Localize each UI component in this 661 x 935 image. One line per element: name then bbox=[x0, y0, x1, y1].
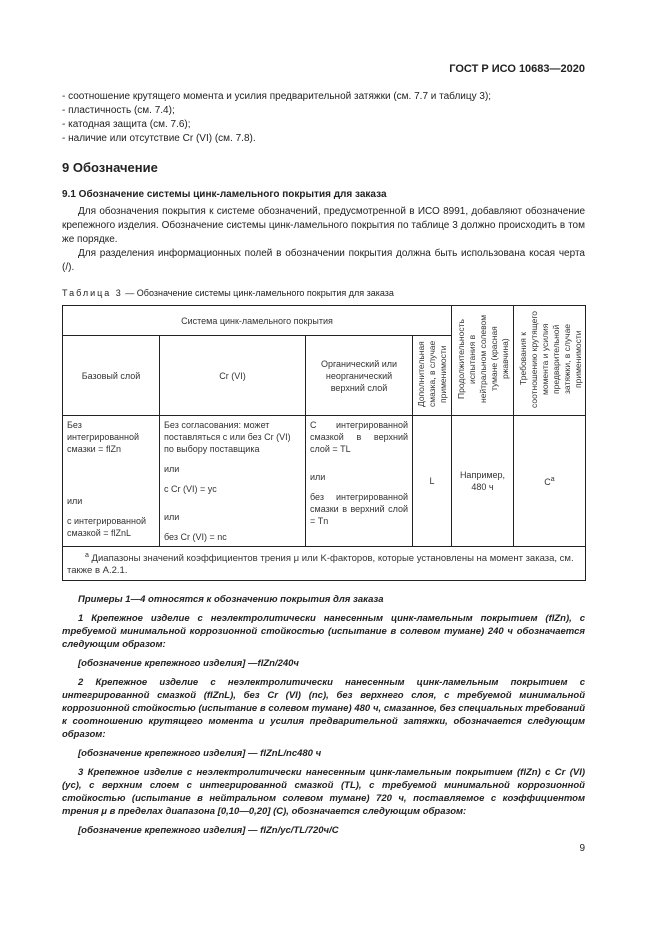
table-caption-prefix: Таблица 3 bbox=[62, 288, 123, 298]
paragraph: Для разделения информационных полей в обозначении покрытия должна быть использована косая черта (/). bbox=[62, 248, 585, 273]
document-id-header: ГОСТ Р ИСО 10683—2020 bbox=[449, 63, 585, 75]
cell-torque-requirements: $C^a$ bbox=[514, 416, 586, 547]
section-title: 9 Обозначение bbox=[62, 160, 158, 175]
subsection-title: 9.1 Обозначение системы цинк-ламельного покрытия для заказа bbox=[62, 189, 387, 200]
header-lubricant: Дополнительная смазка, в случае применимости bbox=[413, 336, 452, 416]
header-top-layer: Органический или неорганический верхний слой bbox=[306, 336, 413, 416]
list-item: - наличие или отсутствие Cr (VI) (см. 7.8). bbox=[62, 133, 256, 144]
page-number: 9 bbox=[579, 843, 585, 855]
examples-block bbox=[62, 593, 585, 837]
table-caption-text: — Обозначение системы цинк-ламельного покрытия для заказа bbox=[122, 288, 394, 298]
header-base-layer: Базовый слой bbox=[63, 336, 160, 416]
cell-test-duration: Например, 480 ч bbox=[452, 416, 514, 547]
requirements-list bbox=[62, 90, 585, 146]
header-torque-requirements: Требования к соотношению крутящего момента и усилия предварительной затяжки, в случае применимости bbox=[514, 306, 586, 416]
group-header: Система цинк-ламельного покрытия bbox=[63, 306, 452, 336]
list-item: - соотношение крутящего момента и усилия предварительной затяжки (см. 7.7 и таблицу 3); bbox=[62, 91, 492, 102]
table-footnote: $^a$ Диапазоны значений коэффициентов трения μ или K-факторов, которые установлены на момент заказа, см. также в А.2.1. bbox=[63, 547, 586, 581]
cell-lubricant: L bbox=[413, 416, 452, 547]
cell-top-layer: С интегрированной смазкой в верхний слой = TL или без интегрированной смазки в верхний слой = Tn bbox=[306, 416, 413, 547]
header-cr-vi: Cr (VI) bbox=[160, 336, 306, 416]
example-text: 2 Крепежное изделие с неэлектролитически нанесенным цинк-ламельным покрытием с интегрированной смазкой (flZnL), без Cr (VI) (nc), без верхнего слоя, с требуемой минимальной коррозионной стойкостью (испытание в солевом тумане) 480 ч, смазанное, без специальных требований к соотношению крутящего момента и усилия предварительной затяжки, обозначается следующим образом: bbox=[62, 677, 585, 741]
paragraph: Для обозначения покрытия к системе обозначений, предусмотренной в ИСО 8991, добавляют обозначение крепежного изделия. Обозначение системы цинк-ламельного покрытия по таблице 3 должно происходить в том же порядке. bbox=[62, 206, 585, 245]
examples-intro: Примеры 1—4 относятся к обозначению покрытия для заказа bbox=[78, 594, 384, 606]
example-text: 3 Крепежное изделие с неэлектролитически нанесенным цинк-ламельным покрытием (flZn) с Cr (VI) (yc), с верхним слоем с интегрированной смазкой (TL), с требуемой минимальной коррозионной стойкостью (испытание в нейтральном солевом тумане) 720 ч, поставляемое с коэффициентом трения μ в пределах диапазона [0,10—0,20] (C), обозначается следующим образом: bbox=[62, 767, 585, 818]
example-designation: [обозначение крепежного изделия] —flZn/240ч bbox=[78, 658, 299, 670]
example-designation: [обозначение крепежного изделия] — flZn/yc/TL/720ч/C bbox=[78, 825, 339, 837]
example-text: 1 Крепежное изделие с неэлектролитически нанесенным цинк-ламельным покрытием (flZn), с требуемой минимальной коррозионной стойкостью (испытание в солевом тумане) 240 ч обозначается следующим образом: bbox=[62, 613, 585, 651]
cell-base-layer: Без интегрированной смазки = flZn или с интегрированной смазкой = flZnL bbox=[63, 416, 160, 547]
cell-cr-vi: Без согласования: может поставляться с или без Cr (VI) по выбору поставщика или с Cr (VI) = yc или без Cr (VI) = nc bbox=[160, 416, 306, 547]
table-caption bbox=[62, 287, 585, 299]
example-designation: [обозначение крепежного изделия] — flZnL/nc480 ч bbox=[78, 748, 322, 760]
list-item: - пластичность (см. 7.4); bbox=[62, 105, 175, 116]
list-item: - катодная защита (см. 7.6); bbox=[62, 119, 191, 130]
header-test-duration: Продолжительность испытания в нейтральном солевом тумане (красная ржавчина) bbox=[452, 306, 514, 416]
designation-table bbox=[62, 305, 586, 581]
